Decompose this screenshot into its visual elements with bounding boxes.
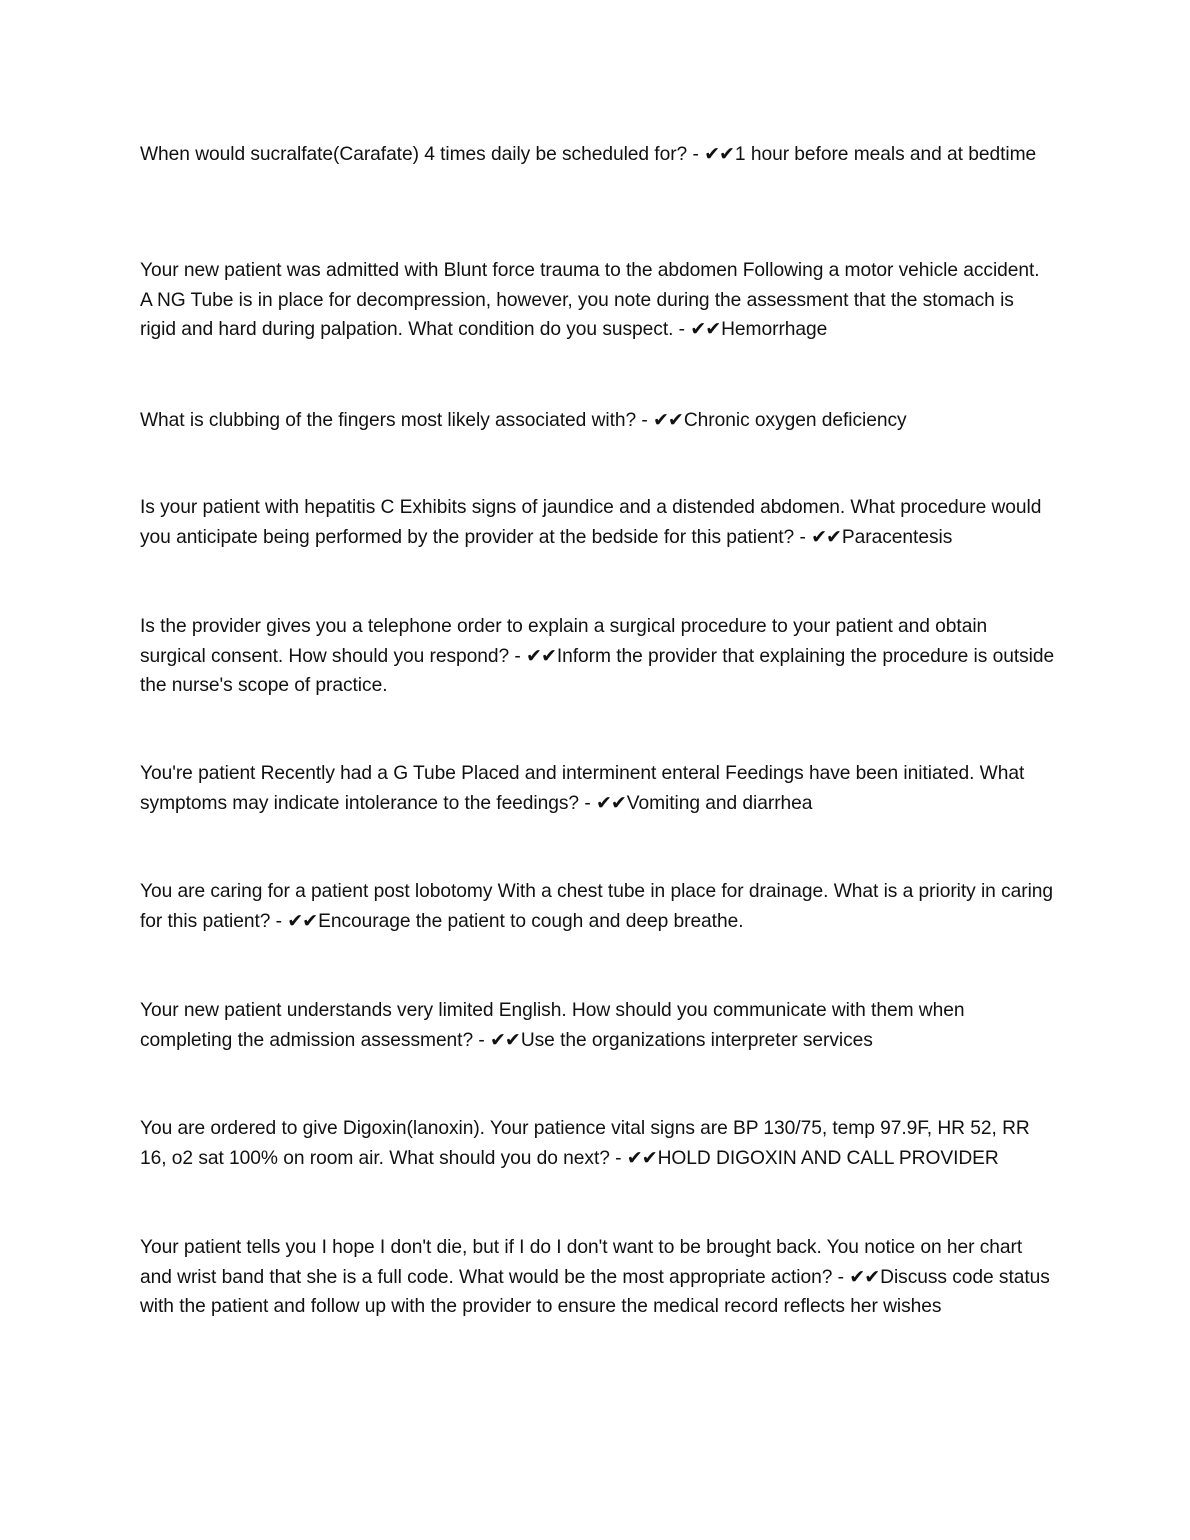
qa-item-7 (140, 877, 1055, 936)
qa-item-2 (140, 256, 1055, 345)
answer-text: Encourage the patient to cough and deep breathe. (318, 910, 744, 932)
answer-text: Inform the provider that explaining the procedure is outside the nurse's scope of practice. (140, 645, 1055, 696)
check-icon: ✔✔ (526, 644, 556, 667)
answer-text: Paracentesis (841, 526, 953, 548)
answer-text: Chronic oxygen deficiency (683, 410, 907, 431)
question-text: Is your patient with hepatitis C Exhibits signs of jaundice and a distended abdomen. What procedure would you anticipate being performed by the provider at the bedside for this patient? - (140, 497, 1042, 548)
qa-item-4 (140, 493, 1055, 552)
qa-item-10 (140, 1233, 1055, 1322)
question-text: Your new patient was admitted with Blunt force trauma to the abdomen Following a motor vehicle accident. A NG Tube is in place for decompression, however, you note during the assessment that the stomach is rigid and hard during palpation. What condition do you suspect. - (140, 260, 1040, 340)
answer-text: Use the organizations interpreter services (520, 1029, 873, 1051)
check-icon: ✔✔ (811, 525, 841, 548)
question-text: You are ordered to give Digoxin(lanoxin). Your patience vital signs are BP 130/75, temp 97.9F, HR 52, RR 16, o2 sat 100% on room air. What should you do next? - (140, 1118, 1030, 1169)
question-text: Your patient tells you I hope I don't die, but if I do I don't want to be brought back. You notice on her chart and wrist band that she is a full code. What would be the most appropriate action? - (140, 1237, 1023, 1288)
qa-item-8 (140, 996, 1055, 1055)
question-text: You are caring for a patient post lobotomy With a chest tube in place for drainage. What is a priority in caring for this patient? - (140, 881, 1054, 932)
check-icon: ✔✔ (704, 143, 734, 165)
qa-item-6 (140, 759, 1055, 818)
qa-item-3 (140, 406, 1055, 436)
question-text: What is clubbing of the fingers most likely associated with? - (140, 410, 654, 431)
qa-item-5 (140, 612, 1055, 701)
answer-text: 1 hour before meals and at bedtime (734, 144, 1037, 165)
qa-item-1 (140, 140, 1055, 170)
question-text: Is the provider gives you a telephone order to explain a surgical procedure to your patient and obtain surgical consent. How should you respond? - (140, 616, 988, 667)
check-icon: ✔✔ (849, 1265, 880, 1288)
answer-text: Discuss code status with the patient and follow up with the provider to ensure the medical record reflects her wishes (140, 1266, 1050, 1317)
question-text: Your new patient understands very limited English. How should you communicate with them when completing the admission assessment? - (140, 1000, 965, 1051)
check-icon: ✔✔ (626, 1146, 657, 1169)
check-icon: ✔✔ (595, 791, 626, 814)
qa-item-9 (140, 1114, 1055, 1173)
check-icon: ✔✔ (690, 318, 721, 340)
check-icon: ✔✔ (489, 1028, 520, 1051)
answer-text: HOLD DIGOXIN AND CALL PROVIDER (657, 1147, 999, 1169)
check-icon: ✔✔ (287, 909, 318, 932)
question-text: You're patient Recently had a G Tube Placed and interminent enteral Feedings have been initiated. What symptoms may indicate intolerance to the feedings? - (140, 763, 1025, 814)
check-icon: ✔✔ (653, 409, 683, 431)
answer-text: Hemorrhage (721, 319, 828, 340)
question-text: When would sucralfate(Carafate) 4 times daily be scheduled for? - (140, 144, 705, 165)
answer-text: Vomiting and diarrhea (626, 792, 813, 814)
